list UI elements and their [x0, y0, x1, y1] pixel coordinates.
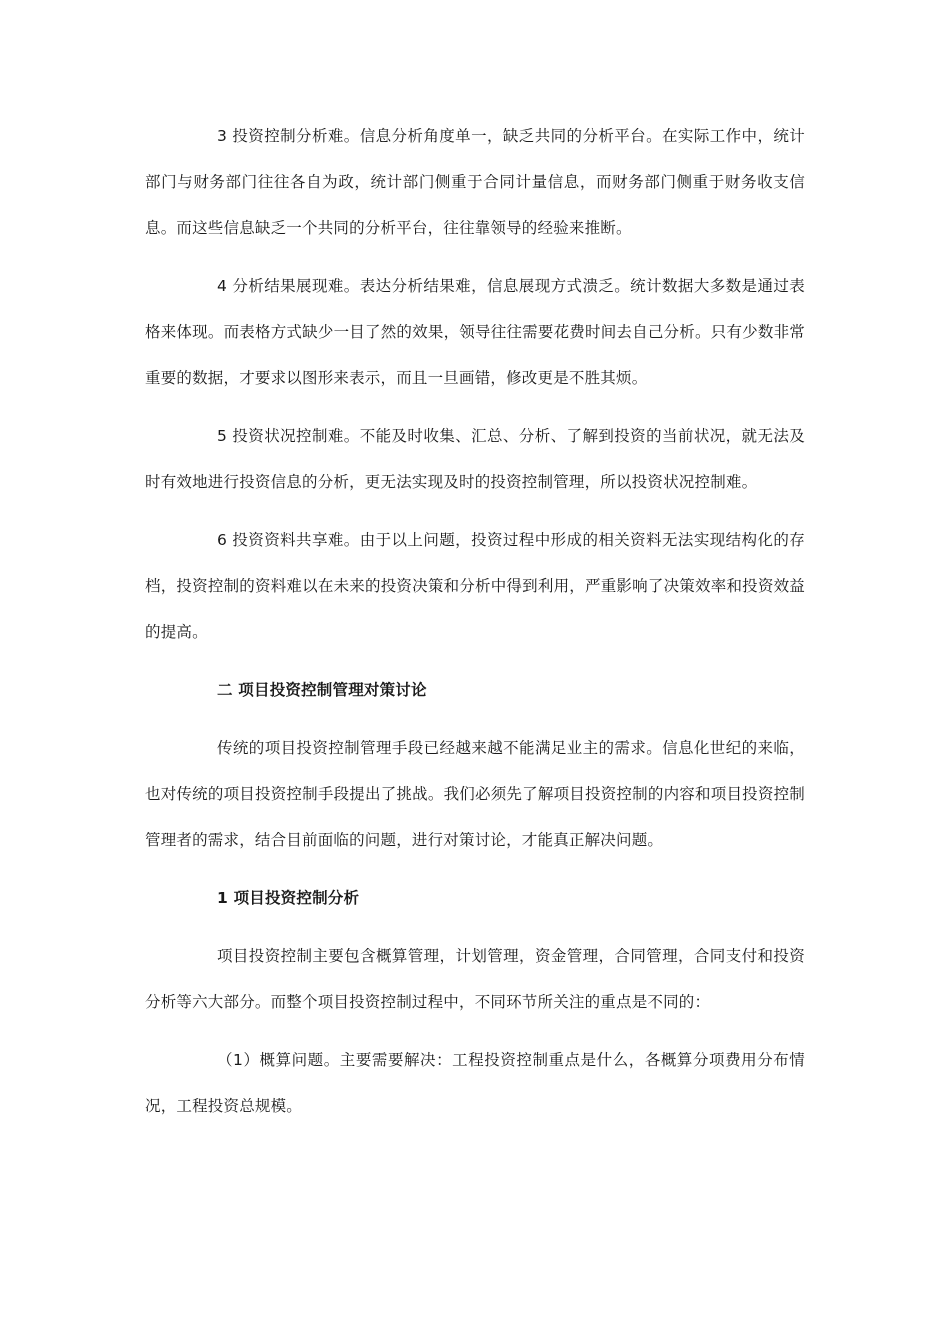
paragraph-gap — [145, 655, 805, 667]
paragraph-gap — [145, 505, 805, 517]
paragraph-gap — [145, 251, 805, 263]
paragraph-gap — [145, 713, 805, 725]
paragraph-gap — [145, 863, 805, 875]
paragraph-control-contents: 项目投资控制主要包含概算管理，计划管理，资金管理，合同管理，合同支付和投资分析等六大部分。而整个项目投资控制过程中，不同环节所关注的重点是不同的： — [145, 947, 805, 1011]
paragraph-result-display: 4 分析结果展现难。表达分析结果难，信息展现方式溃乏。统计数据大多数是通过表格来体现。而表格方式缺少一目了然的效果，领导往往需要花费时间去自己分析。只有少数非常重要的数据，才要求以图形来表示，而且一旦画错，修改更是不胜其烦。 — [145, 277, 805, 387]
paragraph-traditional-means: 传统的项目投资控制管理手段已经越来越不能满足业主的需求。信息化世纪的来临，也对传统的项目投资控制手段提出了挑战。我们必须先了解项目投资控制的内容和项目投资控制管理者的需求，结合目前面临的问题，进行对策讨论，才能真正解决问题。 — [145, 739, 805, 849]
document-body — [145, 113, 805, 1129]
paragraph-gap — [145, 921, 805, 933]
paragraph-status-control: 5 投资状况控制难。不能及时收集、汇总、分析、了解到投资的当前状况，就无法及时有效地进行投资信息的分析，更无法实现及时的投资控制管理，所以投资状况控制难。 — [145, 427, 805, 491]
subsection-heading-analysis: 1 项目投资控制分析 — [217, 889, 360, 907]
paragraph-gap — [145, 1025, 805, 1037]
paragraph-investment-analysis: 3 投资控制分析难。信息分析角度单一，缺乏共同的分析平台。在实际工作中，统计部门与财务部门往往各自为政，统计部门侧重于合同计量信息，而财务部门侧重于财务收支信息。而这些信息缺乏一个共同的分析平台，往往靠领导的经验来推断。 — [145, 127, 805, 237]
paragraph-budget-issue: （1）概算问题。主要需要解决：工程投资控制重点是什么，各概算分项费用分布情况，工程投资总规模。 — [145, 1051, 805, 1115]
section-heading-countermeasures: 二 项目投资控制管理对策讨论 — [217, 681, 427, 699]
paragraph-gap — [145, 401, 805, 413]
paragraph-data-sharing: 6 投资资料共享难。由于以上问题，投资过程中形成的相关资料无法实现结构化的存档，投资控制的资料难以在未来的投资决策和分析中得到利用，严重影响了决策效率和投资效益的提高。 — [145, 531, 805, 641]
